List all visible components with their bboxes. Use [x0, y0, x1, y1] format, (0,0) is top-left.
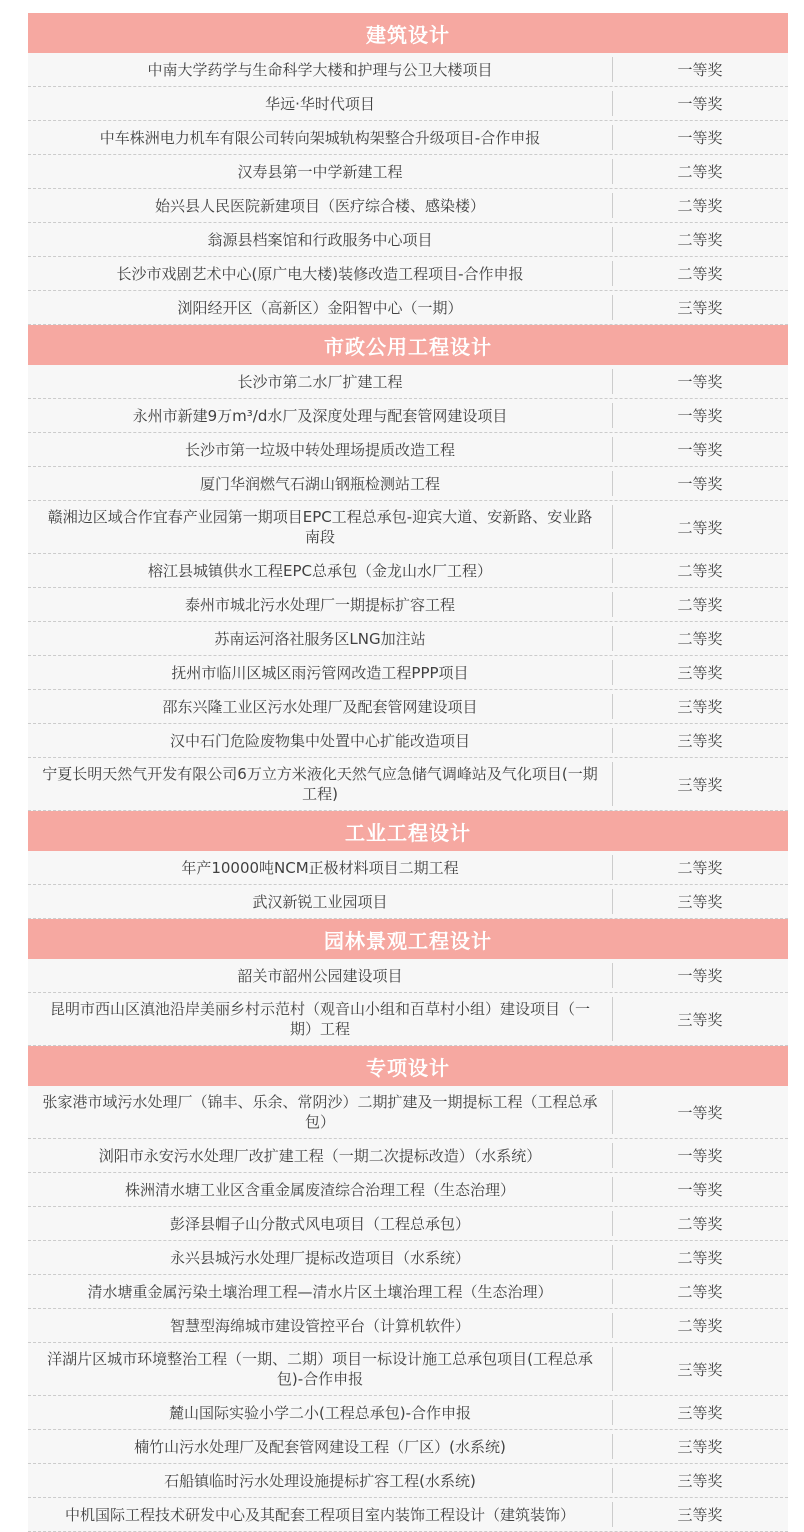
table-row — [28, 1396, 788, 1430]
project-name-cell: 麓山国际实验小学二小(工程总承包)-合作申报 — [168, 1403, 472, 1422]
award-level-cell — [612, 1173, 788, 1206]
column-divider — [612, 762, 613, 806]
table-row — [28, 1241, 788, 1275]
award-level-text: 二等奖 — [677, 265, 723, 283]
project-name-cell: 浏阳经开区（高新区）金阳智中心（一期） — [177, 298, 463, 317]
table-row — [28, 223, 788, 257]
column-divider — [612, 855, 613, 880]
section-header — [28, 811, 788, 851]
column-divider — [612, 1347, 613, 1391]
award-level-cell — [612, 189, 788, 222]
award-level-cell — [612, 223, 788, 256]
project-name-cell: 中车株洲电力机车有限公司转向架城轨构架整合升级项目-合作申报 — [99, 128, 541, 147]
project-name-cell: 株洲清水塘工业区含重金属废渣综合治理工程（生态治理） — [124, 1180, 515, 1199]
table-row — [28, 155, 788, 189]
award-level-text: 三等奖 — [677, 1472, 723, 1490]
column-divider — [612, 694, 613, 719]
table-row — [28, 467, 788, 501]
column-divider — [612, 1177, 613, 1202]
table-row — [28, 1498, 788, 1532]
award-level-text: 一等奖 — [677, 441, 723, 459]
table-row — [28, 121, 788, 155]
table-row — [28, 1309, 788, 1343]
table-row — [28, 257, 788, 291]
project-name-cell: 昆明市西山区滇池沿岸美丽乡村示范村（观音山小组和百草村小组）建设项目（一期）工程 — [49, 1000, 590, 1038]
award-level-text: 二等奖 — [677, 197, 723, 215]
award-level-cell — [612, 851, 788, 884]
award-level-cell — [612, 53, 788, 86]
award-level-text: 二等奖 — [677, 518, 723, 537]
section-title: 市政公用工程设计 — [324, 334, 492, 359]
project-name-cell: 抚州市临川区城区雨污管网改造工程PPP项目 — [171, 663, 469, 682]
project-name-cell: 翁源县档案馆和行政服务中心项目 — [207, 230, 433, 249]
column-divider — [612, 889, 613, 914]
award-level-cell — [612, 399, 788, 432]
section-title: 园林景观工程设计 — [324, 928, 492, 953]
award-level-cell — [612, 1086, 788, 1138]
award-level-text: 二等奖 — [677, 1249, 723, 1267]
project-name-cell: 浏阳市永安污水处理厂改扩建工程（一期二次提标改造）（水系统） — [98, 1146, 542, 1165]
project-name-cell: 韶关市韶州公园建设项目 — [237, 966, 403, 985]
project-name-cell: 中南大学药学与生命科学大楼和护理与公卫大楼项目 — [147, 60, 493, 79]
project-name-cell: 宁夏长明天然气开发有限公司6万立方米液化天然气应急储气调峰站及气化项目(一期工程) — [42, 765, 598, 803]
award-level-text: 一等奖 — [677, 475, 723, 493]
award-level-text: 三等奖 — [677, 664, 723, 682]
project-name-cell: 苏南运河洛社服务区LNG加注站 — [214, 629, 426, 648]
column-divider — [612, 471, 613, 496]
award-level-text: 二等奖 — [677, 596, 723, 614]
table-row — [28, 1086, 788, 1139]
award-level-text: 三等奖 — [677, 1506, 723, 1524]
project-name-cell: 张家港市域污水处理厂（锦丰、乐余、常阴沙）二期扩建及一期提标工程（工程总承包） — [42, 1093, 598, 1131]
project-name-cell: 永兴县城污水处理厂提标改造项目（水系统） — [169, 1248, 470, 1267]
project-name-cell: 彭泽县帽子山分散式风电项目（工程总承包） — [169, 1214, 470, 1233]
award-level-text: 一等奖 — [677, 61, 723, 79]
table-row — [28, 291, 788, 325]
award-level-text: 三等奖 — [677, 698, 723, 716]
table-row — [28, 622, 788, 656]
table-row — [28, 885, 788, 919]
award-level-text: 一等奖 — [677, 373, 723, 391]
project-name-cell: 厦门华润燃气石湖山钢瓶检测站工程 — [199, 474, 440, 493]
award-level-text: 一等奖 — [677, 129, 723, 147]
award-level-cell — [612, 365, 788, 398]
award-level-text: 二等奖 — [677, 231, 723, 249]
award-level-cell — [612, 155, 788, 188]
table-row — [28, 656, 788, 690]
award-level-text: 二等奖 — [677, 1317, 723, 1335]
award-level-cell — [612, 1207, 788, 1240]
award-level-text: 一等奖 — [677, 1103, 723, 1122]
award-level-text: 二等奖 — [677, 630, 723, 648]
column-divider — [612, 558, 613, 583]
award-level-cell — [612, 758, 788, 810]
column-divider — [612, 997, 613, 1041]
award-level-cell — [612, 1343, 788, 1395]
project-name-cell: 永州市新建9万m³/d水厂及深度处理与配套管网建设项目 — [132, 406, 508, 425]
award-level-text: 三等奖 — [677, 732, 723, 750]
project-name-cell: 楠竹山污水处理厂及配套管网建设工程（厂区）(水系统) — [134, 1437, 506, 1456]
section-title: 工业工程设计 — [345, 820, 471, 845]
table-row — [28, 851, 788, 885]
award-level-cell — [612, 724, 788, 757]
table-row — [28, 1343, 788, 1396]
column-divider — [612, 1279, 613, 1304]
award-level-text: 一等奖 — [677, 967, 723, 985]
table-row — [28, 1430, 788, 1464]
table-row — [28, 993, 788, 1046]
award-level-cell — [612, 993, 788, 1045]
award-level-cell — [612, 959, 788, 992]
award-level-cell — [612, 588, 788, 621]
project-name-cell: 榕江县城镇供水工程EPC总承包（金龙山水厂工程） — [148, 561, 492, 580]
section-title: 专项设计 — [366, 1055, 450, 1080]
project-name-cell: 汉中石门危险废物集中处置中心扩能改造项目 — [169, 731, 470, 750]
table-row — [28, 959, 788, 993]
column-divider — [612, 57, 613, 82]
table-row — [28, 554, 788, 588]
column-divider — [612, 1400, 613, 1425]
table-row — [28, 433, 788, 467]
column-divider — [612, 159, 613, 184]
column-divider — [612, 963, 613, 988]
award-level-cell — [612, 291, 788, 324]
table-row — [28, 365, 788, 399]
project-name-cell: 年产10000吨NCM正极材料项目二期工程 — [181, 858, 459, 877]
table-row — [28, 758, 788, 811]
award-level-text: 二等奖 — [677, 859, 723, 877]
award-level-text: 三等奖 — [677, 775, 723, 794]
award-level-cell — [612, 656, 788, 689]
table-row — [28, 189, 788, 223]
column-divider — [612, 261, 613, 286]
award-level-cell — [612, 1275, 788, 1308]
award-level-cell — [612, 1498, 788, 1531]
column-divider — [612, 1143, 613, 1168]
award-level-text: 三等奖 — [677, 893, 723, 911]
column-divider — [612, 660, 613, 685]
section-header — [28, 1046, 788, 1086]
award-level-cell — [612, 87, 788, 120]
award-level-cell — [612, 1309, 788, 1342]
award-level-text: 二等奖 — [677, 1283, 723, 1301]
project-name-cell: 邵东兴隆工业区污水处理厂及配套管网建设项目 — [162, 697, 478, 716]
awards-table — [28, 13, 788, 1532]
award-level-cell — [612, 467, 788, 500]
award-level-cell — [612, 501, 788, 553]
award-level-cell — [612, 1396, 788, 1429]
column-divider — [612, 437, 613, 462]
project-name-cell: 汉寿县第一中学新建工程 — [237, 162, 403, 181]
award-level-cell — [612, 622, 788, 655]
column-divider — [612, 193, 613, 218]
section-header — [28, 13, 788, 53]
column-divider — [612, 626, 613, 651]
award-level-text: 一等奖 — [677, 1147, 723, 1165]
project-name-cell: 中机国际工程技术研发中心及其配套工程项目室内装饰工程设计（建筑装饰） — [64, 1505, 575, 1524]
table-row — [28, 1173, 788, 1207]
project-name-cell: 赣湘边区域合作宜春产业园第一期项目EPC工程总承包-迎宾大道、安新路、安业路南段 — [47, 508, 593, 546]
table-row — [28, 1275, 788, 1309]
award-level-text: 二等奖 — [677, 163, 723, 181]
column-divider — [612, 125, 613, 150]
award-level-cell — [612, 1464, 788, 1497]
column-divider — [612, 1468, 613, 1493]
award-level-text: 二等奖 — [677, 562, 723, 580]
award-level-text: 三等奖 — [677, 1360, 723, 1379]
award-level-cell — [612, 1139, 788, 1172]
column-divider — [612, 505, 613, 549]
award-level-text: 一等奖 — [677, 407, 723, 425]
award-level-text: 三等奖 — [677, 299, 723, 317]
award-level-cell — [612, 690, 788, 723]
award-level-text: 一等奖 — [677, 1181, 723, 1199]
column-divider — [612, 1434, 613, 1459]
table-row — [28, 1207, 788, 1241]
project-name-cell: 始兴县人民医院新建项目（医疗综合楼、感染楼） — [154, 196, 485, 215]
column-divider — [612, 295, 613, 320]
section-header — [28, 919, 788, 959]
column-divider — [612, 592, 613, 617]
award-level-cell — [612, 885, 788, 918]
project-name-cell: 清水塘重金属污染土壤治理工程—清水片区土壤治理工程（生态治理） — [87, 1282, 553, 1301]
column-divider — [612, 403, 613, 428]
column-divider — [612, 369, 613, 394]
award-level-cell — [612, 554, 788, 587]
column-divider — [612, 1090, 613, 1134]
award-level-cell — [612, 257, 788, 290]
table-row — [28, 1464, 788, 1498]
project-name-cell: 石船镇临时污水处理设施提标扩容工程(水系统) — [164, 1471, 476, 1490]
project-name-cell: 长沙市戏剧艺术中心(原广电大楼)装修改造工程项目-合作申报 — [116, 264, 524, 283]
table-row — [28, 87, 788, 121]
project-name-cell: 智慧型海绵城市建设管控平台（计算机软件） — [169, 1316, 470, 1335]
section-header — [28, 325, 788, 365]
column-divider — [612, 1313, 613, 1338]
table-row — [28, 1139, 788, 1173]
table-row — [28, 53, 788, 87]
table-row — [28, 501, 788, 554]
section-title: 建筑设计 — [366, 22, 450, 47]
column-divider — [612, 227, 613, 252]
award-level-cell — [612, 433, 788, 466]
award-level-text: 三等奖 — [677, 1010, 723, 1029]
award-level-text: 三等奖 — [677, 1438, 723, 1456]
table-row — [28, 588, 788, 622]
project-name-cell: 洋湖片区城市环境整治工程（一期、二期）项目一标设计施工总承包项目(工程总承包)-合作申报 — [47, 1350, 593, 1388]
column-divider — [612, 1502, 613, 1527]
award-level-text: 二等奖 — [677, 1215, 723, 1233]
column-divider — [612, 1211, 613, 1236]
table-row — [28, 724, 788, 758]
column-divider — [612, 1245, 613, 1270]
project-name-cell: 华远·华时代项目 — [265, 94, 375, 113]
award-level-cell — [612, 1430, 788, 1463]
project-name-cell: 武汉新锐工业园项目 — [252, 892, 388, 911]
award-level-cell — [612, 1241, 788, 1274]
award-level-cell — [612, 121, 788, 154]
project-name-cell: 长沙市第二水厂扩建工程 — [237, 372, 403, 391]
column-divider — [612, 91, 613, 116]
project-name-cell: 长沙市第一垃圾中转处理场提质改造工程 — [184, 440, 455, 459]
project-name-cell: 泰州市城北污水处理厂一期提标扩容工程 — [184, 595, 455, 614]
award-level-text: 三等奖 — [677, 1404, 723, 1422]
award-level-text: 一等奖 — [677, 95, 723, 113]
table-row — [28, 690, 788, 724]
table-row — [28, 399, 788, 433]
column-divider — [612, 728, 613, 753]
